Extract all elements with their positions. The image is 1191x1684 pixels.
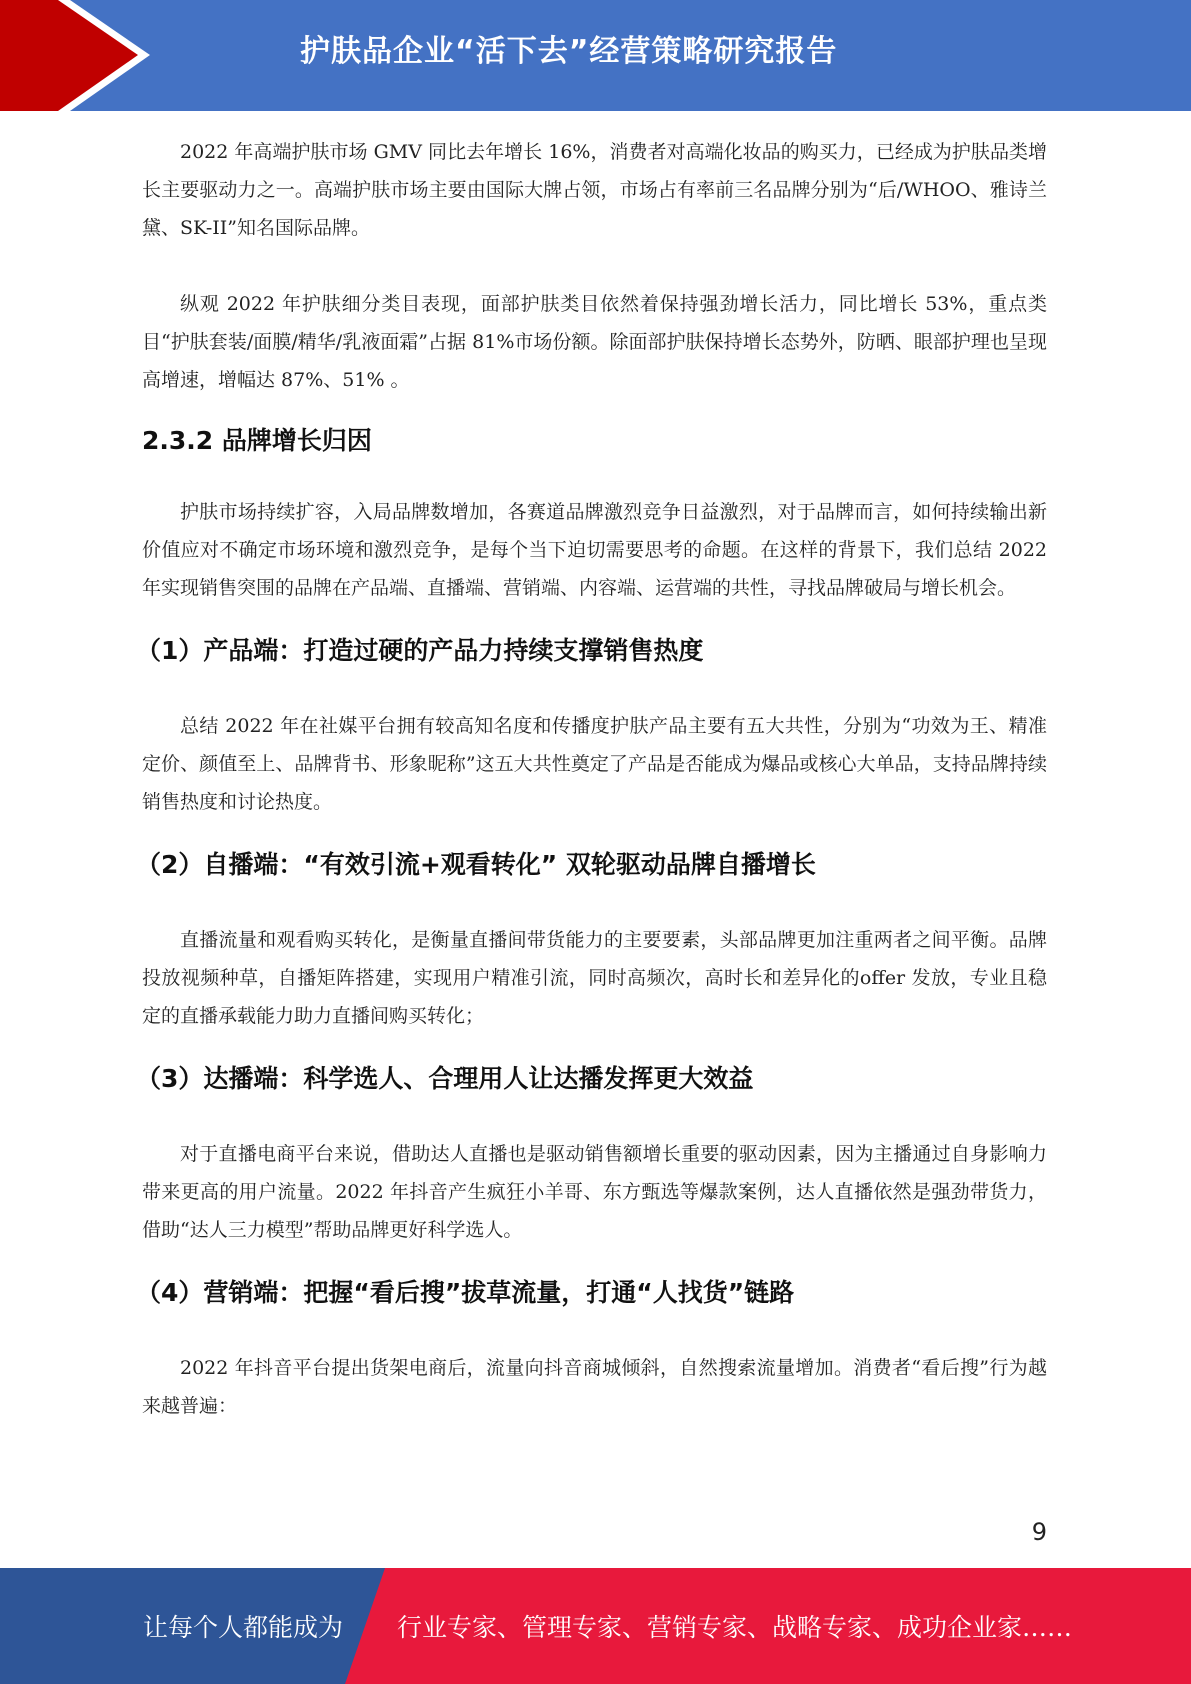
paragraph-marketing: 2022 年抖音平台提出货架电商后，流量向抖音商城倾斜，自然搜索流量增加。消费者“看后搜”行为越来越普遍： <box>142 1357 1047 1417</box>
paragraph-product: 总结 2022 年在社媒平台拥有较高知名度和传播度护肤产品主要有五大共性，分别为“功效为王、精准定价、颜值至上、品牌背书、形象昵称”这五大共性奠定了产品是否能成为爆品或核心大单品，支持品牌持续销售热度和讨论热度。 <box>142 715 1047 813</box>
section-heading: 2.3.2 品牌增长归因 <box>142 426 372 455</box>
paragraph-live: 直播流量和观看购买转化，是衡量直播间带货能力的主要要素，头部品牌更加注重两者之间平衡。品牌投放视频种草，自播矩阵搭建，实现用户精准引流，同时高频次，高时长和差异化的offer 发放，专业且稳定的直播承载能力助力直播间购买转化； <box>142 929 1047 1027</box>
footer-slogan-left: 让每个人都能成为 <box>143 1613 344 1642</box>
heading-marketing: （4）营销端：把握“看后搜”拔草流量，打通“人找货”链路 <box>136 1278 795 1307</box>
heading-live: （2）自播端：“有效引流+观看转化” 双轮驱动品牌自播增长 <box>136 850 816 879</box>
header-title: 护肤品企业“活下去”经营策略研究报告 <box>300 34 838 69</box>
heading-kol: （3）达播端：科学选人、合理用人让达播发挥更大效益 <box>136 1064 754 1093</box>
footer-slogan-right: 行业专家、管理专家、营销专家、战略专家、成功企业家…… <box>397 1613 1073 1642</box>
page-content <box>136 133 1047 1425</box>
paragraph-high-end-market: 2022 年高端护肤市场 GMV 同比去年增长 16%，消费者对高端化妆品的购买力，已经成为护肤品类增长主要驱动力之一。高端护肤市场主要由国际大牌占领，市场占有率前三名品牌分别为“后/WHOO、雅诗兰黛、SK-II”知名国际品牌。 <box>142 141 1047 239</box>
paragraph-kol: 对于直播电商平台来说，借助达人直播也是驱动销售额增长重要的驱动因素，因为主播通过自身影响力带来更高的用户流量。2022 年抖音产生疯狂小羊哥、东方甄选等爆款案例，达人直播依然是强劲带货力，借助“达人三力模型”帮助品牌更好科学选人。 <box>142 1143 1047 1241</box>
paragraph-brand-growth: 护肤市场持续扩容，入局品牌数增加，各赛道品牌激烈竞争日益激烈，对于品牌而言，如何持续输出新价值应对不确定市场环境和激烈竞争，是每个当下迫切需要思考的命题。在这样的背景下，我们总结 2022 年实现销售突围的品牌在产品端、直播端、营销端、内容端、运营端的共性，寻找品牌破局与增长机会。 <box>142 501 1047 599</box>
page-footer <box>0 1568 1191 1684</box>
heading-product: （1）产品端：打造过硬的产品力持续支撑销售热度 <box>136 636 704 665</box>
paragraph-category-performance: 纵观 2022 年护肤细分类目表现，面部护肤类目依然着保持强劲增长活力，同比增长 53%，重点类目“护肤套装/面膜/精华/乳液面霜”占据 81%市场份额。除面部护肤保持增长态势外，防晒、眼部护理也呈现高增速，增幅达 87%、51% 。 <box>142 293 1047 391</box>
page-header <box>0 0 1191 111</box>
page-number: 9 <box>1031 1518 1047 1546</box>
